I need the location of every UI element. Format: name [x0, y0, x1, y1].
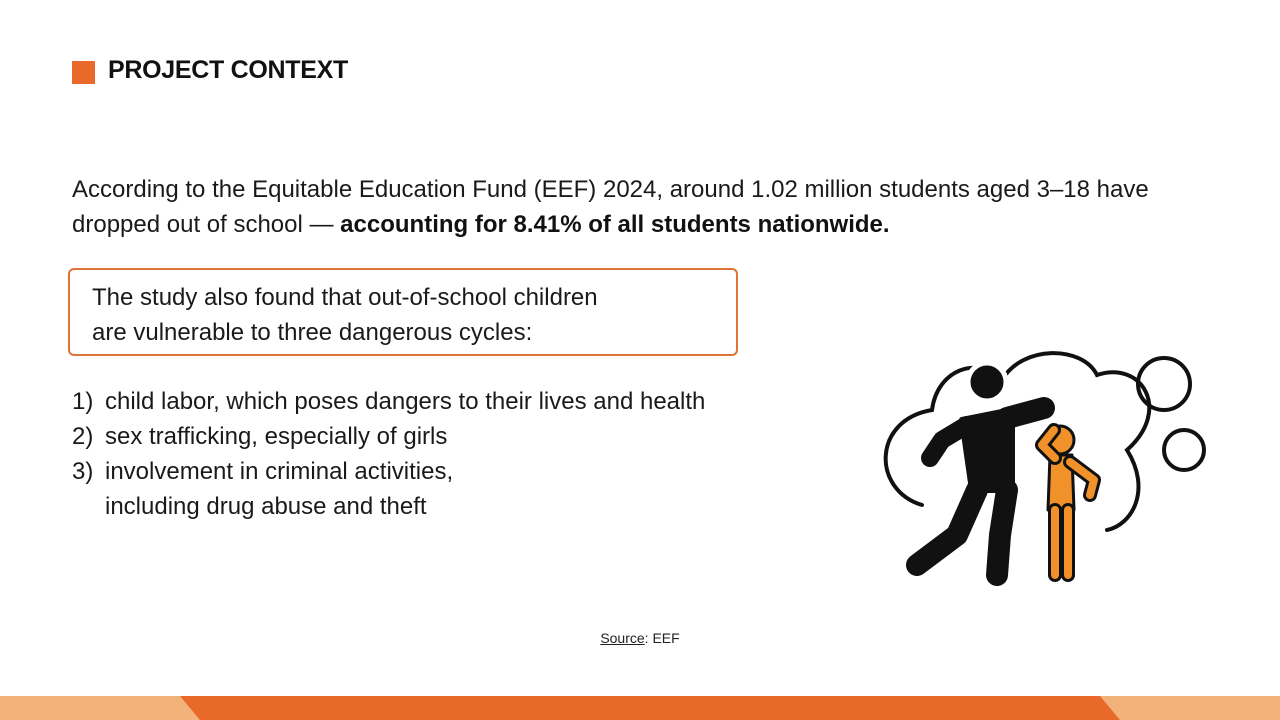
list-item-text: child labor, which poses dangers to their lives and health: [105, 388, 706, 415]
source-citation: [0, 630, 1280, 646]
list-item: [72, 454, 705, 489]
list-item-text: involvement in criminal activities,: [105, 458, 454, 485]
source-value: EEF: [652, 630, 680, 646]
list-item-number: 2): [72, 423, 94, 450]
list-item-text: sex trafficking, especially of girls: [105, 423, 448, 450]
source-separator: :: [644, 630, 653, 646]
footer-bar-dark: [180, 696, 1120, 720]
source-label: Source: [600, 630, 645, 646]
list-item-number: 1): [72, 388, 94, 415]
study-callout-box: [68, 268, 738, 356]
adult-threatening-child-icon: [872, 340, 1217, 590]
intro-text: According to the Equitable Education Fund (EEF) 2024, around 1.02 million students aged 3–18 have dropped out of school —: [72, 176, 1149, 238]
list-item: [72, 419, 705, 454]
intro-paragraph: [72, 172, 1212, 242]
footer-decorative-bar: [0, 696, 1280, 720]
page-title: PROJECT CONTEXT: [108, 56, 348, 84]
list-item-number: 3): [72, 458, 94, 485]
list-item: [72, 384, 705, 419]
cycles-list: [72, 384, 705, 524]
intro-highlight: accounting for 8.41% of all students nationwide.: [340, 211, 890, 238]
list-item-continuation: including drug abuse and theft: [105, 493, 427, 520]
callout-line-2: are vulnerable to three dangerous cycles:: [92, 319, 533, 346]
header-accent-square: [72, 61, 95, 84]
callout-line-1: The study also found that out-of-school children: [92, 284, 598, 311]
